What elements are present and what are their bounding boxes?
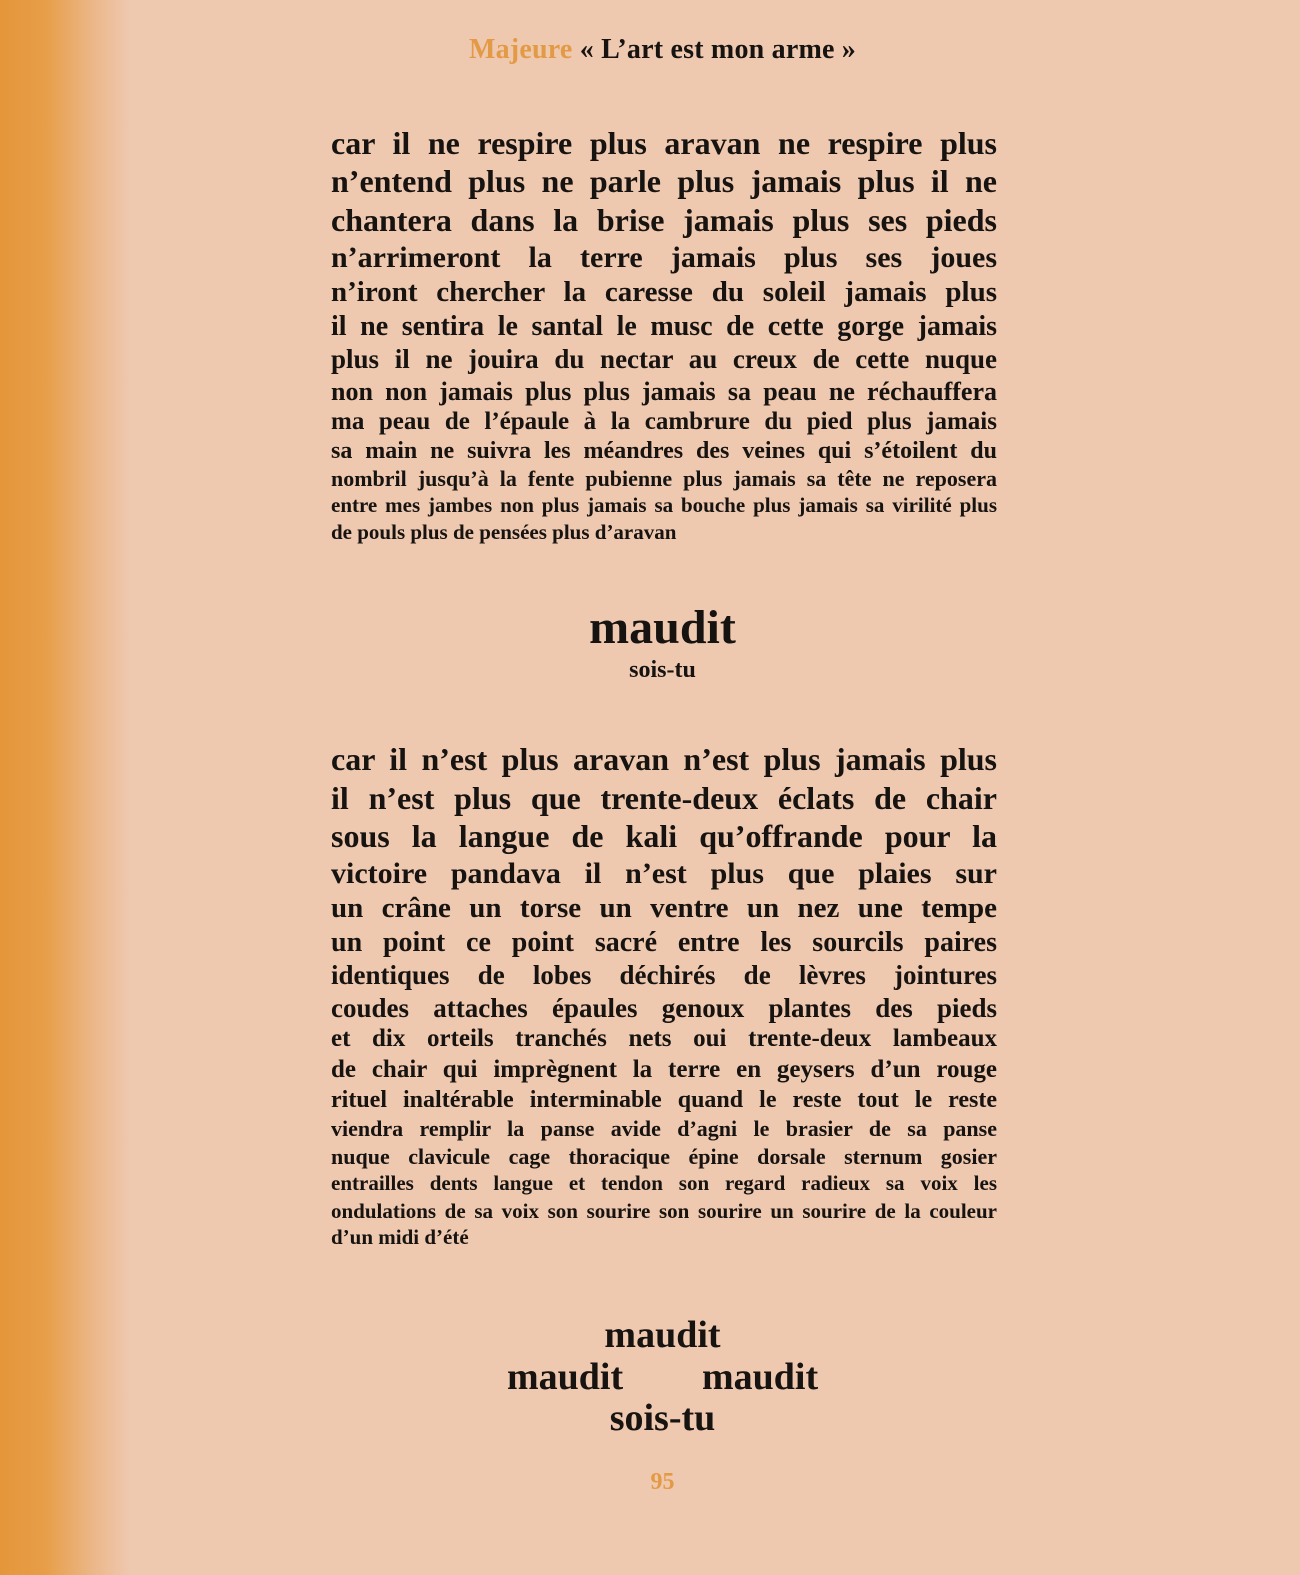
poem-line: un point ce point sacré entre les sourcils paires xyxy=(331,927,997,958)
refrain-1-sub: sois-tu xyxy=(629,657,696,683)
poem-line: car il ne respire plus aravan ne respire plus xyxy=(331,125,997,161)
refrain-1-word: maudit xyxy=(589,601,736,654)
poem-line: n’arrimeront la terre jamais plus ses joues xyxy=(331,241,997,274)
poem-line: nombril jusqu’à la fente pubienne plus jamais sa tête ne reposera xyxy=(331,466,997,491)
poem-line: ma peau de l’épaule à la cambrure du pied plus jamais xyxy=(331,408,997,435)
poem-line: d’un midi d’été xyxy=(331,1225,469,1249)
running-header xyxy=(0,34,1300,66)
poem-line: il n’est plus que trente-deux éclats de chair xyxy=(331,780,997,816)
poem-line: identiques de lobes déchirés de lèvres jointures xyxy=(331,960,997,990)
poem-line: un crâne un torse un ventre un nez une tempe xyxy=(331,892,997,924)
poem-line: de chair qui imprègnent la terre en geysers d’un rouge xyxy=(331,1056,997,1083)
poem-line: victoire pandava il n’est plus que plaies sur xyxy=(331,857,997,890)
poem-line: ondulations de sa voix son sourire son sourire un sourire de la couleur xyxy=(331,1199,997,1223)
header-title: « L’art est mon arme » xyxy=(579,34,857,65)
poem-line: viendra remplir la panse avide d’agni le brasier de sa panse xyxy=(331,1116,997,1141)
poem-line: de pouls plus de pensées plus d’aravan xyxy=(331,520,677,544)
refrain-2-right: maudit xyxy=(702,1356,819,1398)
header-section: Majeure xyxy=(468,34,573,65)
poem-line: car il n’est plus aravan n’est plus jamais plus xyxy=(331,741,997,777)
refrain-2-bottom: sois-tu xyxy=(609,1397,716,1439)
refrain-2-top: maudit xyxy=(604,1314,721,1356)
poem-line: entrailles dents langue et tendon son regard radieux sa voix les xyxy=(331,1171,997,1195)
poem-line: n’iront chercher la caresse du soleil jamais plus xyxy=(331,276,997,308)
poem-line: et dix orteils tranchés nets oui trente-deux lambeaux xyxy=(331,1025,997,1052)
page-number: 95 xyxy=(650,1469,675,1495)
poem-line: coudes attaches épaules genoux plantes des pieds xyxy=(331,993,997,1023)
poem-line: n’entend plus ne parle plus jamais plus il ne xyxy=(331,163,997,199)
poem-line: nuque clavicule cage thoracique épine dorsale sternum gosier xyxy=(331,1144,997,1169)
poem-line: plus il ne jouira du nectar au creux de cette nuque xyxy=(331,344,997,374)
poem-line: entre mes jambes non plus jamais sa bouche plus jamais sa virilité plus xyxy=(331,493,997,517)
poem-line: chantera dans la brise jamais plus ses pieds xyxy=(331,202,997,238)
poem-line: rituel inaltérable interminable quand le reste tout le reste xyxy=(331,1087,997,1113)
poem-line: sa main ne suivra les méandres des veines qui s’étoilent du xyxy=(331,438,997,464)
refrain-2-left: maudit xyxy=(507,1356,624,1398)
poem-line: sous la langue de kali qu’offrande pour la xyxy=(331,818,997,854)
poem-line: il ne sentira le santal le musc de cette gorge jamais xyxy=(331,311,997,342)
poem-line: non non jamais plus plus jamais sa peau ne réchauffera xyxy=(331,377,997,406)
